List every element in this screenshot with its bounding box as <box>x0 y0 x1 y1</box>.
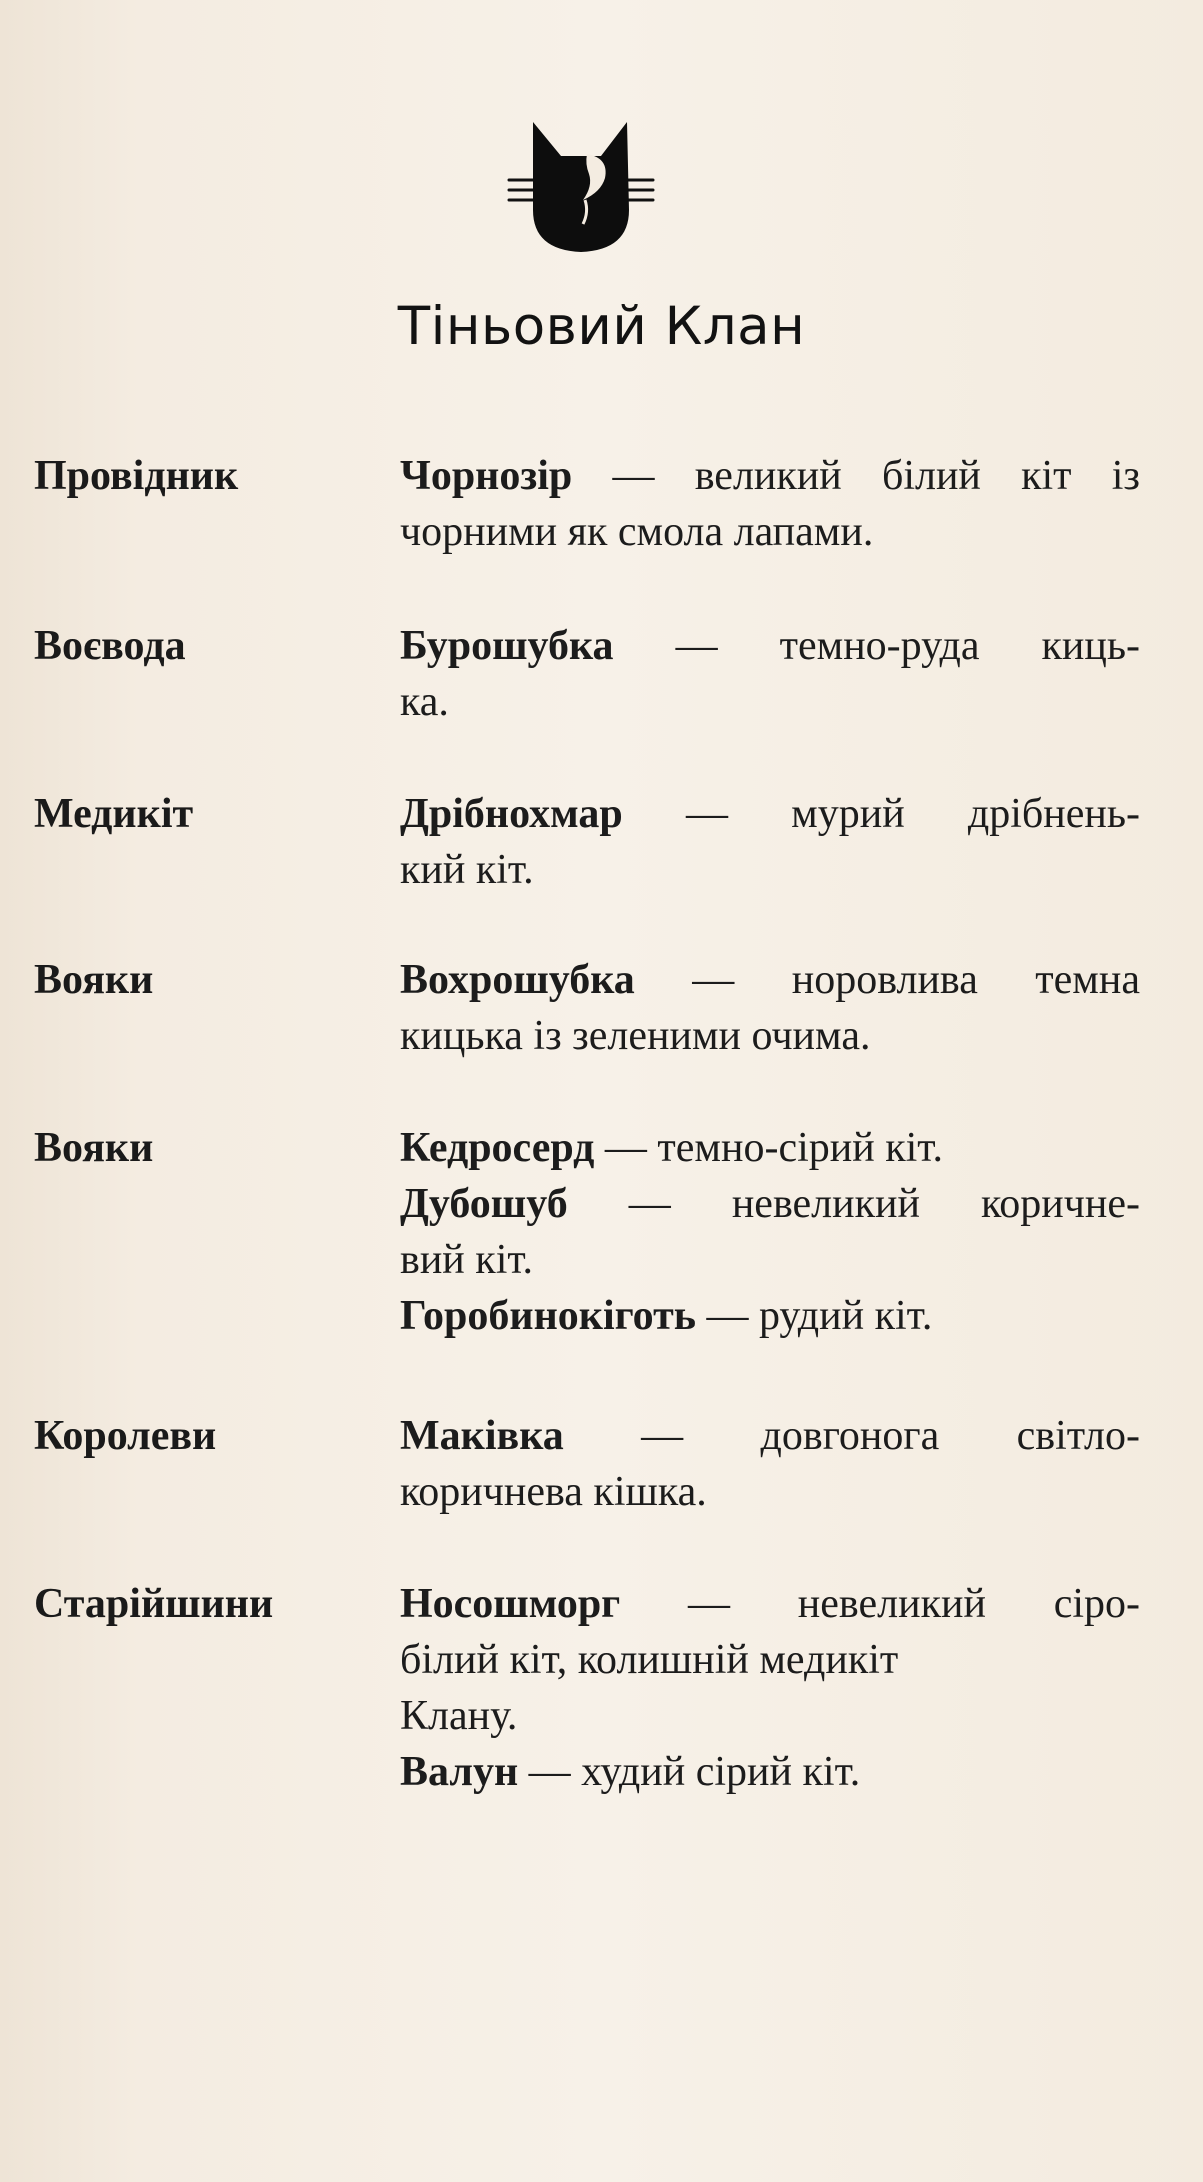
cat-entry <box>400 1176 1140 1288</box>
cat-name: Чорнозір <box>400 453 573 499</box>
dash: — <box>572 453 695 499</box>
entry-line <box>400 448 1140 504</box>
dash: — <box>567 1181 732 1227</box>
cat-description: великий білий кіт із <box>694 453 1140 499</box>
cat-description: худий сірий кіт. <box>581 1749 861 1795</box>
cat-description: мурий дрібнень- <box>791 791 1140 837</box>
dash: — <box>622 791 792 837</box>
entry-line <box>400 1288 1140 1344</box>
role-deputy: Воєвода <box>34 623 186 669</box>
entry-line: чорними як смола лапами. <box>400 509 874 555</box>
cat-name: Горобинокіготь <box>400 1293 696 1339</box>
cat-name: Дубошуб <box>400 1181 568 1227</box>
cat-name: Бурошубка <box>400 623 614 669</box>
cat-head-emblem-icon <box>505 114 657 254</box>
entry-line: ка. <box>400 679 449 725</box>
role-elders: Старійшини <box>34 1581 274 1627</box>
dash: — <box>695 1293 759 1339</box>
cat-entry <box>400 618 1140 730</box>
role-leader: Провідник <box>34 453 239 499</box>
clan-title: Тіньовий Клан <box>397 296 806 357</box>
cat-entry <box>400 1288 1140 1344</box>
cat-description: темно-руда киць- <box>779 623 1140 669</box>
cat-description: рудий кіт. <box>758 1293 933 1339</box>
cat-entry <box>400 1744 1140 1800</box>
cat-name: Валун <box>400 1749 519 1795</box>
entry-line <box>400 618 1140 674</box>
cat-entry <box>400 1408 1140 1520</box>
role-warriors: Вояки <box>34 1125 154 1171</box>
entry-line: кицька із зеленими очима. <box>400 1013 871 1059</box>
role-medicine-cat: Медикіт <box>34 791 194 837</box>
entry-line <box>400 1576 1140 1632</box>
cat-entry <box>400 786 1140 898</box>
entry-line <box>400 1176 1140 1232</box>
cat-name: Вохрошубка <box>400 957 635 1003</box>
cat-entry <box>400 448 1140 560</box>
cat-name: Носошморг <box>400 1581 621 1627</box>
entry-line <box>400 786 1140 842</box>
dash: — <box>594 1125 658 1171</box>
dash: — <box>563 1413 761 1459</box>
role-warriors: Вояки <box>34 957 154 1003</box>
cat-name: Кедросерд <box>400 1125 595 1171</box>
dash: — <box>613 623 780 669</box>
cat-description: темно-сірий кіт. <box>657 1125 943 1171</box>
cat-entry <box>400 1576 1140 1744</box>
entry-line <box>400 1744 1140 1800</box>
cat-description: норовлива темна <box>791 957 1140 1003</box>
cat-entry <box>400 1120 1140 1176</box>
entry-line <box>400 952 1140 1008</box>
entry-line: білий кіт, колишній медикіт <box>400 1637 899 1683</box>
entry-line <box>400 1408 1140 1464</box>
entry-line: коричнева кішка. <box>400 1469 707 1515</box>
entry-line: кий кіт. <box>400 847 534 893</box>
cat-description: невеликий коричне- <box>731 1181 1141 1227</box>
cat-description: невеликий сіро- <box>797 1581 1140 1627</box>
entry-line: Клану. <box>400 1693 518 1739</box>
cat-name: Дрібнохмар <box>400 791 623 837</box>
dash: — <box>518 1749 582 1795</box>
entry-line <box>400 1120 1140 1176</box>
cat-name: Маківка <box>400 1413 564 1459</box>
cat-entry <box>400 952 1140 1064</box>
cat-description: довгонога світло- <box>760 1413 1141 1459</box>
dash: — <box>620 1581 798 1627</box>
role-queens: Королеви <box>34 1413 217 1459</box>
dash: — <box>634 957 792 1003</box>
entry-line: вий кіт. <box>400 1237 534 1283</box>
